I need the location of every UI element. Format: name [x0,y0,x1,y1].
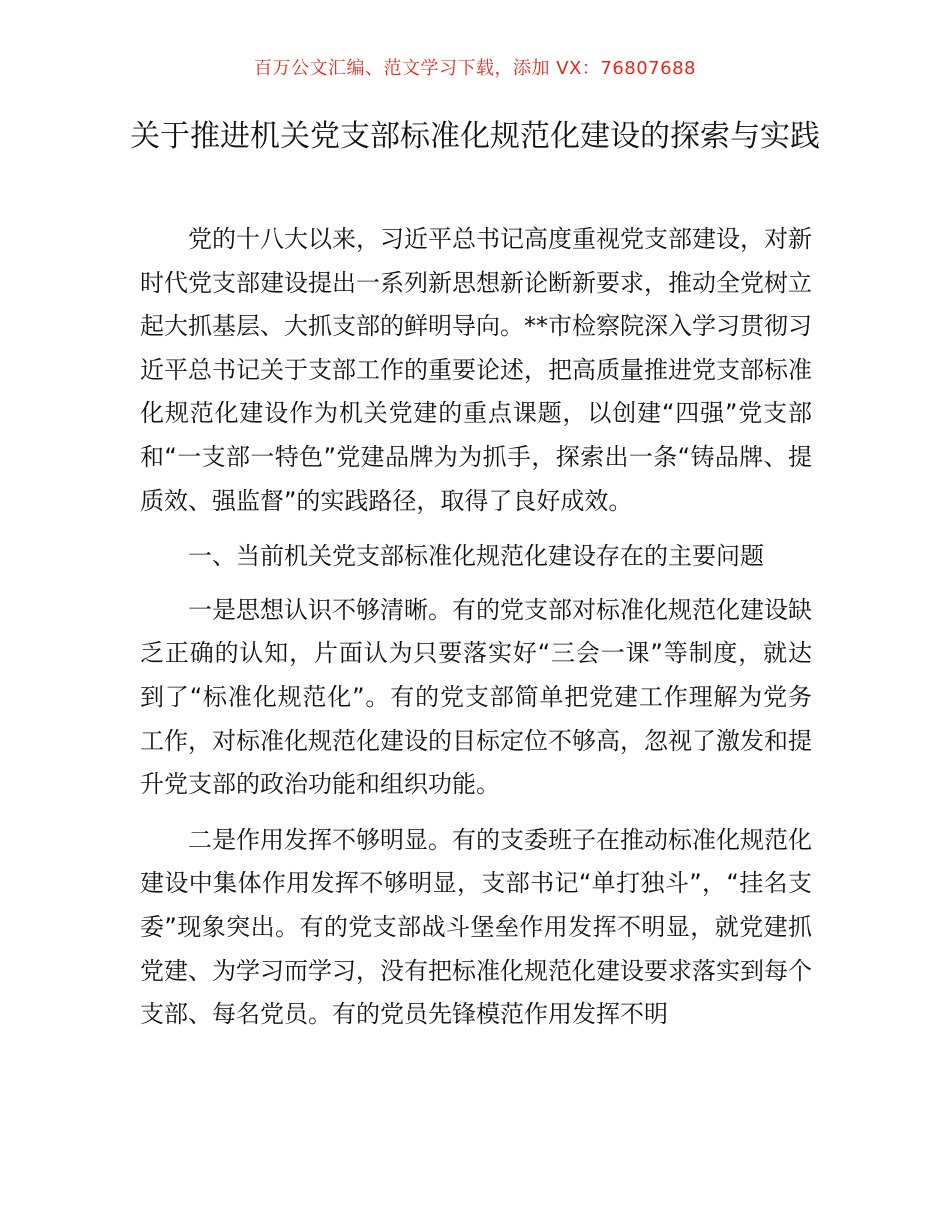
problem-paragraph-2: 二是作用发挥不够明显。有的支委班子在推动标准化规范化建设中集体作用发挥不够明显，支部书记“单打独斗”，“挂名支委”现象突出。有的党支部战斗堡垒作用发挥不明显，就党建抓党建、为学习而学习，没有把标准化规范化建设要求落实到每个支部、每名党员。有的党员先锋模范作用发挥不明 [140,825,812,1029]
section-heading: 一、当前机关党支部标准化规范化建设存在的主要问题 [188,542,764,571]
problem-paragraph-1: 一是思想认识不够清晰。有的党支部对标准化规范化建设缺乏正确的认知，片面认为只要落实好“三会一课”等制度，就达到了“标准化规范化”。有的党支部简单把党建工作理解为党务工作，对标准化规范化建设的目标定位不够高，忽视了激发和提升党支部的政治功能和组织功能。 [140,595,812,799]
header-watermark-note: 百万公文汇编、范文学习下载，添加 VX：76807688 [254,58,696,79]
document-title: 关于推进机关党支部标准化规范化建设的探索与实践 [130,119,820,154]
intro-paragraph: 党的十八大以来，习近平总书记高度重视党支部建设，对新时代党支部建设提出一系列新思想新论断新要求，推动全党树立起大抓基层、大抓支部的鲜明导向。**市检察院深入学习贯彻习近平总书记关于支部工作的重要论述，把高质量推进党支部标准化规范化建设作为机关党建的重点课题，以创建“四强”党支部和“一支部一特色”党建品牌为为抓手，探索出一条“铸品牌、提质效、强监督”的实践路径，取得了良好成效。 [140,225,812,515]
document-body [140,218,812,1037]
